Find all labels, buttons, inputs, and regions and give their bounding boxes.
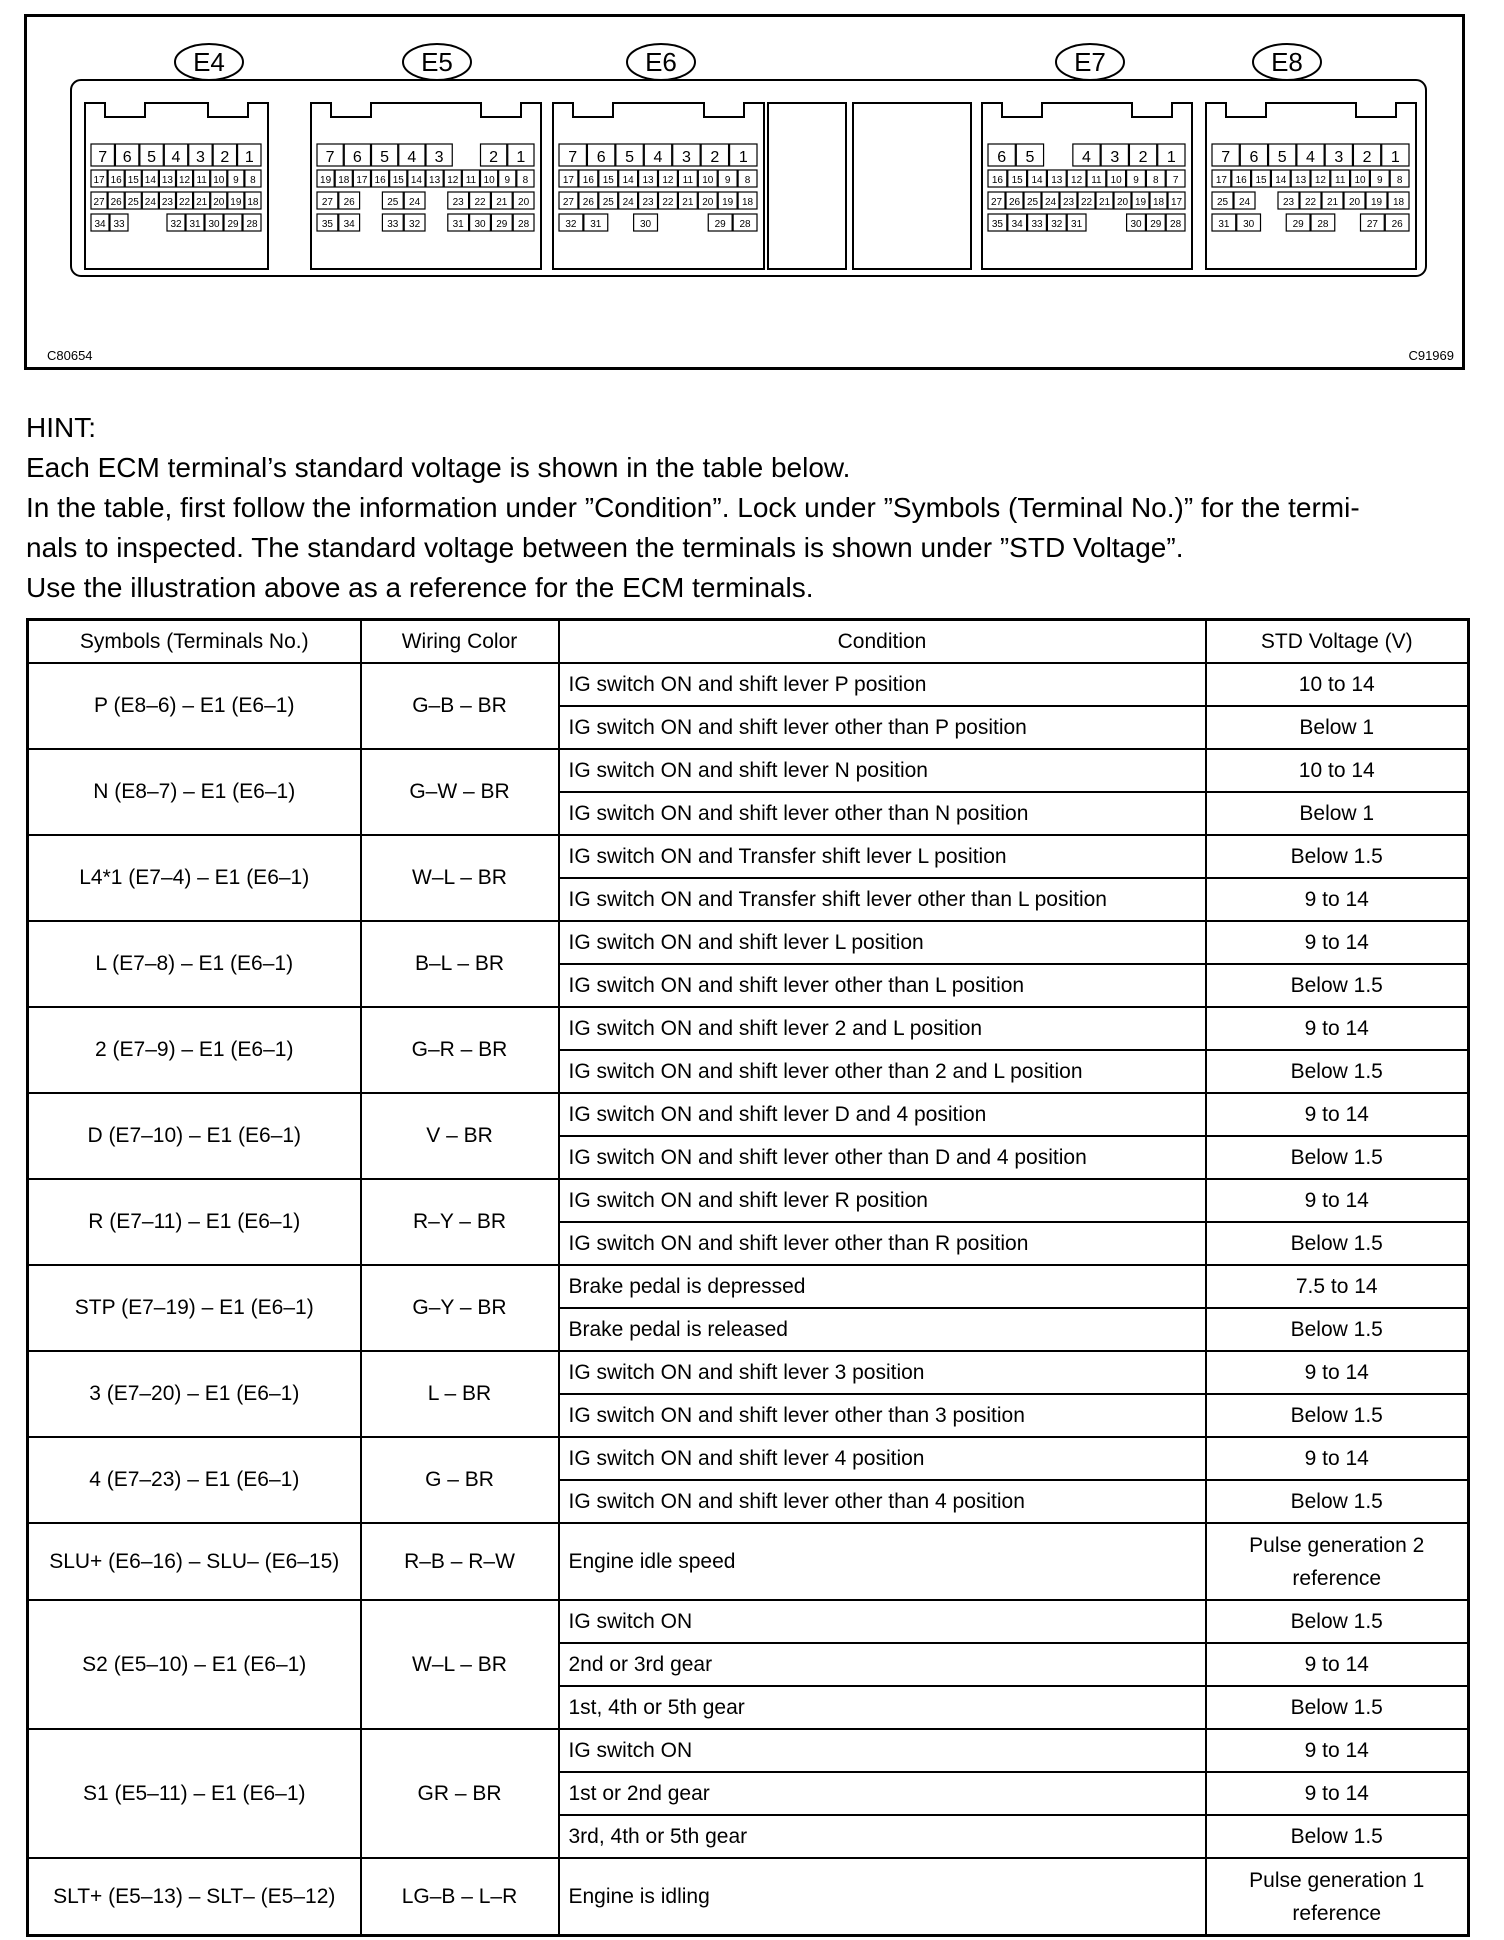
- pin-number: 3: [434, 149, 444, 166]
- pin-number: 4: [407, 149, 417, 166]
- std-voltage-cell: Below 1.5: [1206, 1480, 1469, 1523]
- pin-number: 28: [246, 219, 258, 230]
- pin-number: 26: [1008, 197, 1021, 208]
- figure-code-right: C91969: [1408, 348, 1454, 363]
- pin-number: 22: [1080, 197, 1093, 208]
- pin-number: 1: [738, 149, 748, 166]
- table-row: [28, 749, 1469, 792]
- condition-cell: IG switch ON: [559, 1600, 1206, 1643]
- pin-number: 2: [489, 149, 499, 166]
- pin-number: 27: [1366, 219, 1378, 230]
- pin-number: 6: [352, 149, 362, 166]
- wiring-color-cell: G–B – BR: [361, 663, 559, 749]
- pin-number: 23: [642, 197, 654, 208]
- pin-number: 12: [1314, 175, 1326, 186]
- symbol-cell: N (E8–7) – E1 (E6–1): [28, 749, 361, 835]
- std-voltage-cell: Below 1: [1206, 792, 1469, 835]
- table-row: [28, 1729, 1469, 1772]
- pin-number: 33: [387, 219, 399, 230]
- pin-number: 20: [1348, 197, 1361, 208]
- pin-number: 27: [990, 197, 1003, 208]
- condition-cell: 1st, 4th or 5th gear: [559, 1686, 1206, 1729]
- pin-number: 29: [227, 219, 239, 230]
- pin-number: 31: [452, 219, 464, 230]
- pin-number: 13: [161, 175, 174, 186]
- std-voltage-cell: 9 to 14: [1206, 1437, 1469, 1480]
- pin-number: 33: [113, 219, 125, 230]
- pin-number: 23: [1062, 197, 1075, 208]
- pin-number: 21: [496, 197, 508, 208]
- pin-number: 3: [1334, 149, 1344, 166]
- std-voltage-cell: 9 to 14: [1206, 1007, 1469, 1050]
- pin-number: 8: [744, 175, 751, 186]
- pin-number: 34: [343, 219, 355, 230]
- header-symbols: Symbols (Terminals No.): [28, 620, 361, 664]
- pin-number: 16: [110, 175, 122, 186]
- std-voltage-cell: Below 1.5: [1206, 964, 1469, 1007]
- pin-number: 10: [1354, 175, 1366, 186]
- std-voltage-cell: 10 to 14: [1206, 663, 1469, 706]
- condition-cell: IG switch ON: [559, 1729, 1206, 1772]
- pin-number: 34: [1011, 219, 1023, 230]
- pin-number: 23: [1282, 197, 1295, 208]
- pin-number: 11: [682, 175, 694, 186]
- table-header-row: [28, 620, 1469, 664]
- condition-cell: IG switch ON and Transfer shift lever other than L position: [559, 878, 1206, 921]
- pin-number: 13: [642, 175, 654, 186]
- symbol-cell: 4 (E7–23) – E1 (E6–1): [28, 1437, 361, 1523]
- std-voltage-cell: 10 to 14: [1206, 749, 1469, 792]
- pin-number: 11: [1091, 175, 1102, 186]
- pin-number: 5: [625, 149, 635, 166]
- pin-number: 25: [387, 197, 399, 208]
- pin-number: 20: [213, 197, 225, 208]
- pin-number: 2: [1138, 149, 1148, 166]
- pin-number: 9: [504, 175, 511, 186]
- pin-number: 23: [452, 197, 464, 208]
- header-std-voltage: STD Voltage (V): [1206, 620, 1469, 664]
- condition-cell: IG switch ON and shift lever 3 position: [559, 1351, 1206, 1394]
- condition-cell: IG switch ON and shift lever other than D and 4 position: [559, 1136, 1206, 1179]
- pin-number: 14: [1031, 175, 1043, 186]
- pin-number: 12: [662, 175, 674, 186]
- table-row: [28, 1265, 1469, 1308]
- symbol-cell: S1 (E5–11) – E1 (E6–1): [28, 1729, 361, 1858]
- condition-cell: Brake pedal is depressed: [559, 1265, 1206, 1308]
- pin-number: 11: [465, 175, 477, 186]
- condition-cell: IG switch ON and shift lever P position: [559, 663, 1206, 706]
- pin-number: 9: [724, 175, 731, 186]
- blank-socket: [768, 103, 846, 269]
- wiring-color-cell: R–B – R–W: [361, 1523, 559, 1600]
- table-row: [28, 1007, 1469, 1050]
- pin-number: 10: [1110, 175, 1122, 186]
- pin-number: 11: [196, 175, 207, 186]
- pin-number: 31: [1071, 219, 1083, 230]
- pin-number: 28: [739, 219, 751, 230]
- pin-number: 19: [320, 175, 332, 186]
- condition-cell: IG switch ON and shift lever 2 and L position: [559, 1007, 1206, 1050]
- pin-number: 5: [1277, 149, 1287, 166]
- symbol-cell: D (E7–10) – E1 (E6–1): [28, 1093, 361, 1179]
- pin-number: 30: [1243, 219, 1255, 230]
- pin-number: 4: [653, 149, 663, 166]
- pin-number: 29: [496, 219, 508, 230]
- pin-number: 22: [662, 197, 674, 208]
- pin-number: 16: [991, 175, 1003, 186]
- hint-line-1: Each ECM terminal’s standard voltage is shown in the table below.: [26, 452, 851, 483]
- pin-number: 21: [1326, 197, 1339, 208]
- connector-label: E4: [193, 47, 225, 77]
- figure-code-left: C80654: [47, 348, 93, 363]
- wiring-color-cell: G–R – BR: [361, 1007, 559, 1093]
- table-row: [28, 921, 1469, 964]
- condition-cell: IG switch ON and shift lever D and 4 position: [559, 1093, 1206, 1136]
- pin-number: 24: [1238, 197, 1251, 208]
- wiring-color-cell: G – BR: [361, 1437, 559, 1523]
- hint-heading: HINT:: [26, 412, 96, 443]
- pin-number: 28: [518, 219, 530, 230]
- pin-number: 11: [1335, 175, 1346, 186]
- symbol-cell: S2 (E5–10) – E1 (E6–1): [28, 1600, 361, 1729]
- condition-cell: IG switch ON and shift lever R position: [559, 1179, 1206, 1222]
- pin-number: 1: [516, 149, 526, 166]
- wiring-color-cell: L – BR: [361, 1351, 559, 1437]
- pin-number: 12: [447, 175, 459, 186]
- std-voltage-cell: 9 to 14: [1206, 1643, 1469, 1686]
- pin-number: 25: [1026, 197, 1039, 208]
- std-voltage-cell: Below 1.5: [1206, 1136, 1469, 1179]
- std-voltage-cell: Below 1: [1206, 706, 1469, 749]
- pin-number: 13: [429, 175, 441, 186]
- pin-number: 15: [602, 175, 614, 186]
- table-row: [28, 1600, 1469, 1643]
- pin-number: 22: [1304, 197, 1317, 208]
- pin-number: 26: [343, 197, 355, 208]
- pin-number: 30: [1130, 219, 1142, 230]
- pin-number: 26: [582, 197, 594, 208]
- std-voltage-cell: Below 1.5: [1206, 1686, 1469, 1729]
- symbol-cell: R (E7–11) – E1 (E6–1): [28, 1179, 361, 1265]
- pin-number: 17: [562, 175, 575, 186]
- pin-number: 32: [1051, 219, 1063, 230]
- pin-number: 22: [178, 197, 191, 208]
- hint-section: [26, 408, 1466, 608]
- pin-number: 17: [1215, 175, 1227, 186]
- std-voltage-cell: 9 to 14: [1206, 1179, 1469, 1222]
- pin-number: 22: [474, 197, 486, 208]
- blank-socket: [853, 103, 971, 269]
- std-voltage-cell: Below 1.5: [1206, 1308, 1469, 1351]
- condition-cell: IG switch ON and shift lever other than 3 position: [559, 1394, 1206, 1437]
- pin-number: 12: [178, 175, 191, 186]
- pin-number: 3: [681, 149, 691, 166]
- pin-number: 16: [374, 175, 386, 186]
- condition-cell: IG switch ON and shift lever 4 position: [559, 1437, 1206, 1480]
- wiring-color-cell: R–Y – BR: [361, 1179, 559, 1265]
- ecm-connector-diagram: [27, 17, 1462, 367]
- pin-number: 3: [195, 149, 205, 166]
- pin-number: 1: [1390, 149, 1400, 166]
- pin-number: 8: [522, 175, 529, 186]
- condition-cell: 1st or 2nd gear: [559, 1772, 1206, 1815]
- std-voltage-cell: 9 to 14: [1206, 1772, 1469, 1815]
- pin-number: 28: [1317, 219, 1329, 230]
- pin-number: 10: [702, 175, 714, 186]
- pin-number: 6: [997, 149, 1007, 166]
- pin-number: 2: [1362, 149, 1372, 166]
- pin-number: 7: [568, 149, 578, 166]
- wiring-color-cell: G–Y – BR: [361, 1265, 559, 1351]
- pin-number: 19: [1370, 197, 1383, 208]
- std-voltage-cell: Below 1.5: [1206, 1394, 1469, 1437]
- table-row: [28, 835, 1469, 878]
- pin-number: 14: [144, 175, 156, 186]
- header-wiring-color: Wiring Color: [361, 620, 559, 664]
- std-voltage-cell: 9 to 14: [1206, 878, 1469, 921]
- wiring-color-cell: LG–B – L–R: [361, 1858, 559, 1936]
- pin-number: 4: [1082, 149, 1091, 166]
- table-row: [28, 1351, 1469, 1394]
- std-voltage-cell: 7.5 to 14: [1206, 1265, 1469, 1308]
- connector-label: E8: [1271, 47, 1303, 77]
- pin-number: 23: [161, 197, 174, 208]
- pin-number: 4: [1306, 149, 1315, 166]
- wiring-color-cell: V – BR: [361, 1093, 559, 1179]
- pin-number: 6: [1249, 149, 1259, 166]
- pin-number: 29: [714, 219, 726, 230]
- pin-number: 10: [483, 175, 495, 186]
- wiring-color-cell: B–L – BR: [361, 921, 559, 1007]
- pin-number: 14: [410, 175, 422, 186]
- pin-number: 25: [602, 197, 614, 208]
- std-voltage-cell: 9 to 14: [1206, 921, 1469, 964]
- condition-cell: Brake pedal is released: [559, 1308, 1206, 1351]
- pin-number: 33: [1031, 219, 1043, 230]
- table-row: [28, 1093, 1469, 1136]
- pin-number: 5: [1025, 149, 1035, 166]
- pin-number: 15: [1255, 175, 1267, 186]
- pin-number: 31: [189, 219, 201, 230]
- pin-number: 25: [127, 197, 139, 208]
- pin-number: 19: [722, 197, 734, 208]
- pin-number: 2: [710, 149, 720, 166]
- symbol-cell: L4*1 (E7–4) – E1 (E6–1): [28, 835, 361, 921]
- std-voltage-cell: Below 1.5: [1206, 1050, 1469, 1093]
- pin-number: 19: [230, 197, 242, 208]
- symbol-cell: 2 (E7–9) – E1 (E6–1): [28, 1007, 361, 1093]
- condition-cell: IG switch ON and shift lever L position: [559, 921, 1206, 964]
- std-voltage-cell: 9 to 14: [1206, 1729, 1469, 1772]
- connector-figure: [24, 14, 1465, 370]
- pin-number: 9: [1377, 175, 1383, 186]
- condition-cell: IG switch ON and shift lever other than R position: [559, 1222, 1206, 1265]
- pin-number: 3: [1110, 149, 1120, 166]
- condition-cell: IG switch ON and shift lever other than L position: [559, 964, 1206, 1007]
- pin-number: 18: [338, 175, 350, 186]
- pin-number: 17: [93, 175, 105, 186]
- pin-number: 26: [110, 197, 122, 208]
- table-row: [28, 1179, 1469, 1222]
- pin-number: 31: [590, 219, 602, 230]
- condition-cell: Engine is idling: [559, 1858, 1206, 1936]
- pin-number: 24: [622, 197, 634, 208]
- pin-number: 24: [409, 197, 421, 208]
- std-voltage-cell: Below 1.5: [1206, 1815, 1469, 1858]
- pin-number: 21: [196, 197, 208, 208]
- condition-cell: 3rd, 4th or 5th gear: [559, 1815, 1206, 1858]
- pin-number: 21: [1098, 197, 1111, 208]
- symbol-cell: STP (E7–19) – E1 (E6–1): [28, 1265, 361, 1351]
- pin-number: 13: [1295, 175, 1307, 186]
- std-voltage-cell: Below 1.5: [1206, 1222, 1469, 1265]
- pin-number: 14: [1275, 175, 1287, 186]
- pin-number: 12: [1071, 175, 1083, 186]
- pin-number: 6: [122, 149, 132, 166]
- pin-number: 31: [1218, 219, 1230, 230]
- pin-number: 4: [171, 149, 181, 166]
- pin-number: 29: [1292, 219, 1304, 230]
- pin-number: 9: [233, 175, 239, 186]
- pin-number: 25: [1216, 197, 1229, 208]
- condition-cell: IG switch ON and shift lever other than 4 position: [559, 1480, 1206, 1523]
- pin-number: 21: [682, 197, 694, 208]
- table-row: [28, 1858, 1469, 1936]
- std-voltage-cell: Pulse generation 2 reference: [1206, 1523, 1469, 1600]
- pin-number: 27: [562, 197, 575, 208]
- condition-cell: Engine idle speed: [559, 1523, 1206, 1600]
- pin-number: 32: [170, 219, 182, 230]
- pin-number: 30: [640, 219, 652, 230]
- symbol-cell: 3 (E7–20) – E1 (E6–1): [28, 1351, 361, 1437]
- header-condition: Condition: [559, 620, 1206, 664]
- symbol-cell: SLT+ (E5–13) – SLT– (E5–12): [28, 1858, 361, 1936]
- condition-cell: IG switch ON and shift lever N position: [559, 749, 1206, 792]
- pin-number: 1: [244, 149, 254, 166]
- pin-number: 17: [1170, 197, 1183, 208]
- pin-number: 10: [213, 175, 225, 186]
- condition-cell: IG switch ON and shift lever other than P position: [559, 706, 1206, 749]
- table-body: [28, 663, 1469, 1936]
- std-voltage-cell: Pulse generation 1 reference: [1206, 1858, 1469, 1936]
- pin-number: 30: [474, 219, 486, 230]
- symbol-cell: L (E7–8) – E1 (E6–1): [28, 921, 361, 1007]
- hint-line-2: In the table, first follow the information under ”Condition”. Lock under ”Symbols (Terminal No.)” for the termi-: [26, 492, 1360, 523]
- pin-number: 26: [1391, 219, 1403, 230]
- connector-label: E5: [421, 47, 453, 77]
- std-voltage-cell: 9 to 14: [1206, 1093, 1469, 1136]
- hint-line-3: nals to inspected. The standard voltage between the terminals is shown under ”STD Voltage”.: [26, 532, 1184, 563]
- pin-number: 18: [741, 197, 754, 208]
- pin-number: 14: [622, 175, 634, 186]
- condition-cell: IG switch ON and Transfer shift lever L position: [559, 835, 1206, 878]
- symbol-cell: P (E8–6) – E1 (E6–1): [28, 663, 361, 749]
- pin-number: 20: [1116, 197, 1129, 208]
- table-row: [28, 1437, 1469, 1480]
- pin-number: 16: [1235, 175, 1247, 186]
- std-voltage-cell: Below 1.5: [1206, 1600, 1469, 1643]
- std-voltage-cell: Below 1.5: [1206, 835, 1469, 878]
- condition-cell: IG switch ON and shift lever other than N position: [559, 792, 1206, 835]
- pin-number: 20: [702, 197, 714, 208]
- pin-number: 13: [1051, 175, 1063, 186]
- pin-number: 6: [596, 149, 606, 166]
- pin-number: 1: [1166, 149, 1176, 166]
- pin-number: 32: [565, 219, 577, 230]
- wiring-color-cell: W–L – BR: [361, 1600, 559, 1729]
- condition-cell: IG switch ON and shift lever other than 2 and L position: [559, 1050, 1206, 1093]
- pin-number: 24: [1044, 197, 1057, 208]
- pin-number: 5: [380, 149, 390, 166]
- pin-number: 7: [98, 149, 108, 166]
- connector-label: E7: [1074, 47, 1106, 77]
- pin-number: 29: [1150, 219, 1162, 230]
- pin-number: 15: [1011, 175, 1023, 186]
- pin-number: 8: [1396, 175, 1403, 186]
- pin-number: 16: [582, 175, 594, 186]
- table-row: [28, 663, 1469, 706]
- pin-number: 8: [250, 175, 256, 186]
- pin-number: 19: [1134, 197, 1147, 208]
- pin-number: 30: [208, 219, 220, 230]
- pin-number: 32: [409, 219, 421, 230]
- pin-number: 35: [321, 219, 333, 230]
- wiring-color-cell: GR – BR: [361, 1729, 559, 1858]
- pin-number: 24: [144, 197, 156, 208]
- pin-number: 7: [1172, 175, 1179, 186]
- hint-line-4: Use the illustration above as a reference for the ECM terminals.: [26, 572, 814, 603]
- pin-number: 5: [147, 149, 157, 166]
- pin-number: 17: [356, 175, 368, 186]
- pin-number: 7: [1221, 149, 1231, 166]
- wiring-color-cell: G–W – BR: [361, 749, 559, 835]
- pin-number: 27: [93, 197, 105, 208]
- pin-number: 27: [321, 197, 333, 208]
- std-voltage-cell: 9 to 14: [1206, 1351, 1469, 1394]
- pin-number: 8: [1153, 175, 1159, 186]
- condition-cell: 2nd or 3rd gear: [559, 1643, 1206, 1686]
- pin-number: 7: [325, 149, 335, 166]
- connector-label: E6: [645, 47, 677, 77]
- table-row: [28, 1523, 1469, 1600]
- pin-number: 28: [1170, 219, 1182, 230]
- ecm-voltage-table: [26, 618, 1470, 1937]
- pin-number: 34: [94, 219, 106, 230]
- pin-number: 18: [1152, 197, 1165, 208]
- pin-number: 15: [127, 175, 139, 186]
- symbol-cell: SLU+ (E6–16) – SLU– (E6–15): [28, 1523, 361, 1600]
- pin-number: 18: [1392, 197, 1405, 208]
- pin-number: 15: [392, 175, 404, 186]
- pin-number: 2: [220, 149, 230, 166]
- pin-number: 20: [518, 197, 530, 208]
- wiring-color-cell: W–L – BR: [361, 835, 559, 921]
- pin-number: 9: [1133, 175, 1139, 186]
- pin-number: 35: [991, 219, 1003, 230]
- pin-number: 18: [247, 197, 259, 208]
